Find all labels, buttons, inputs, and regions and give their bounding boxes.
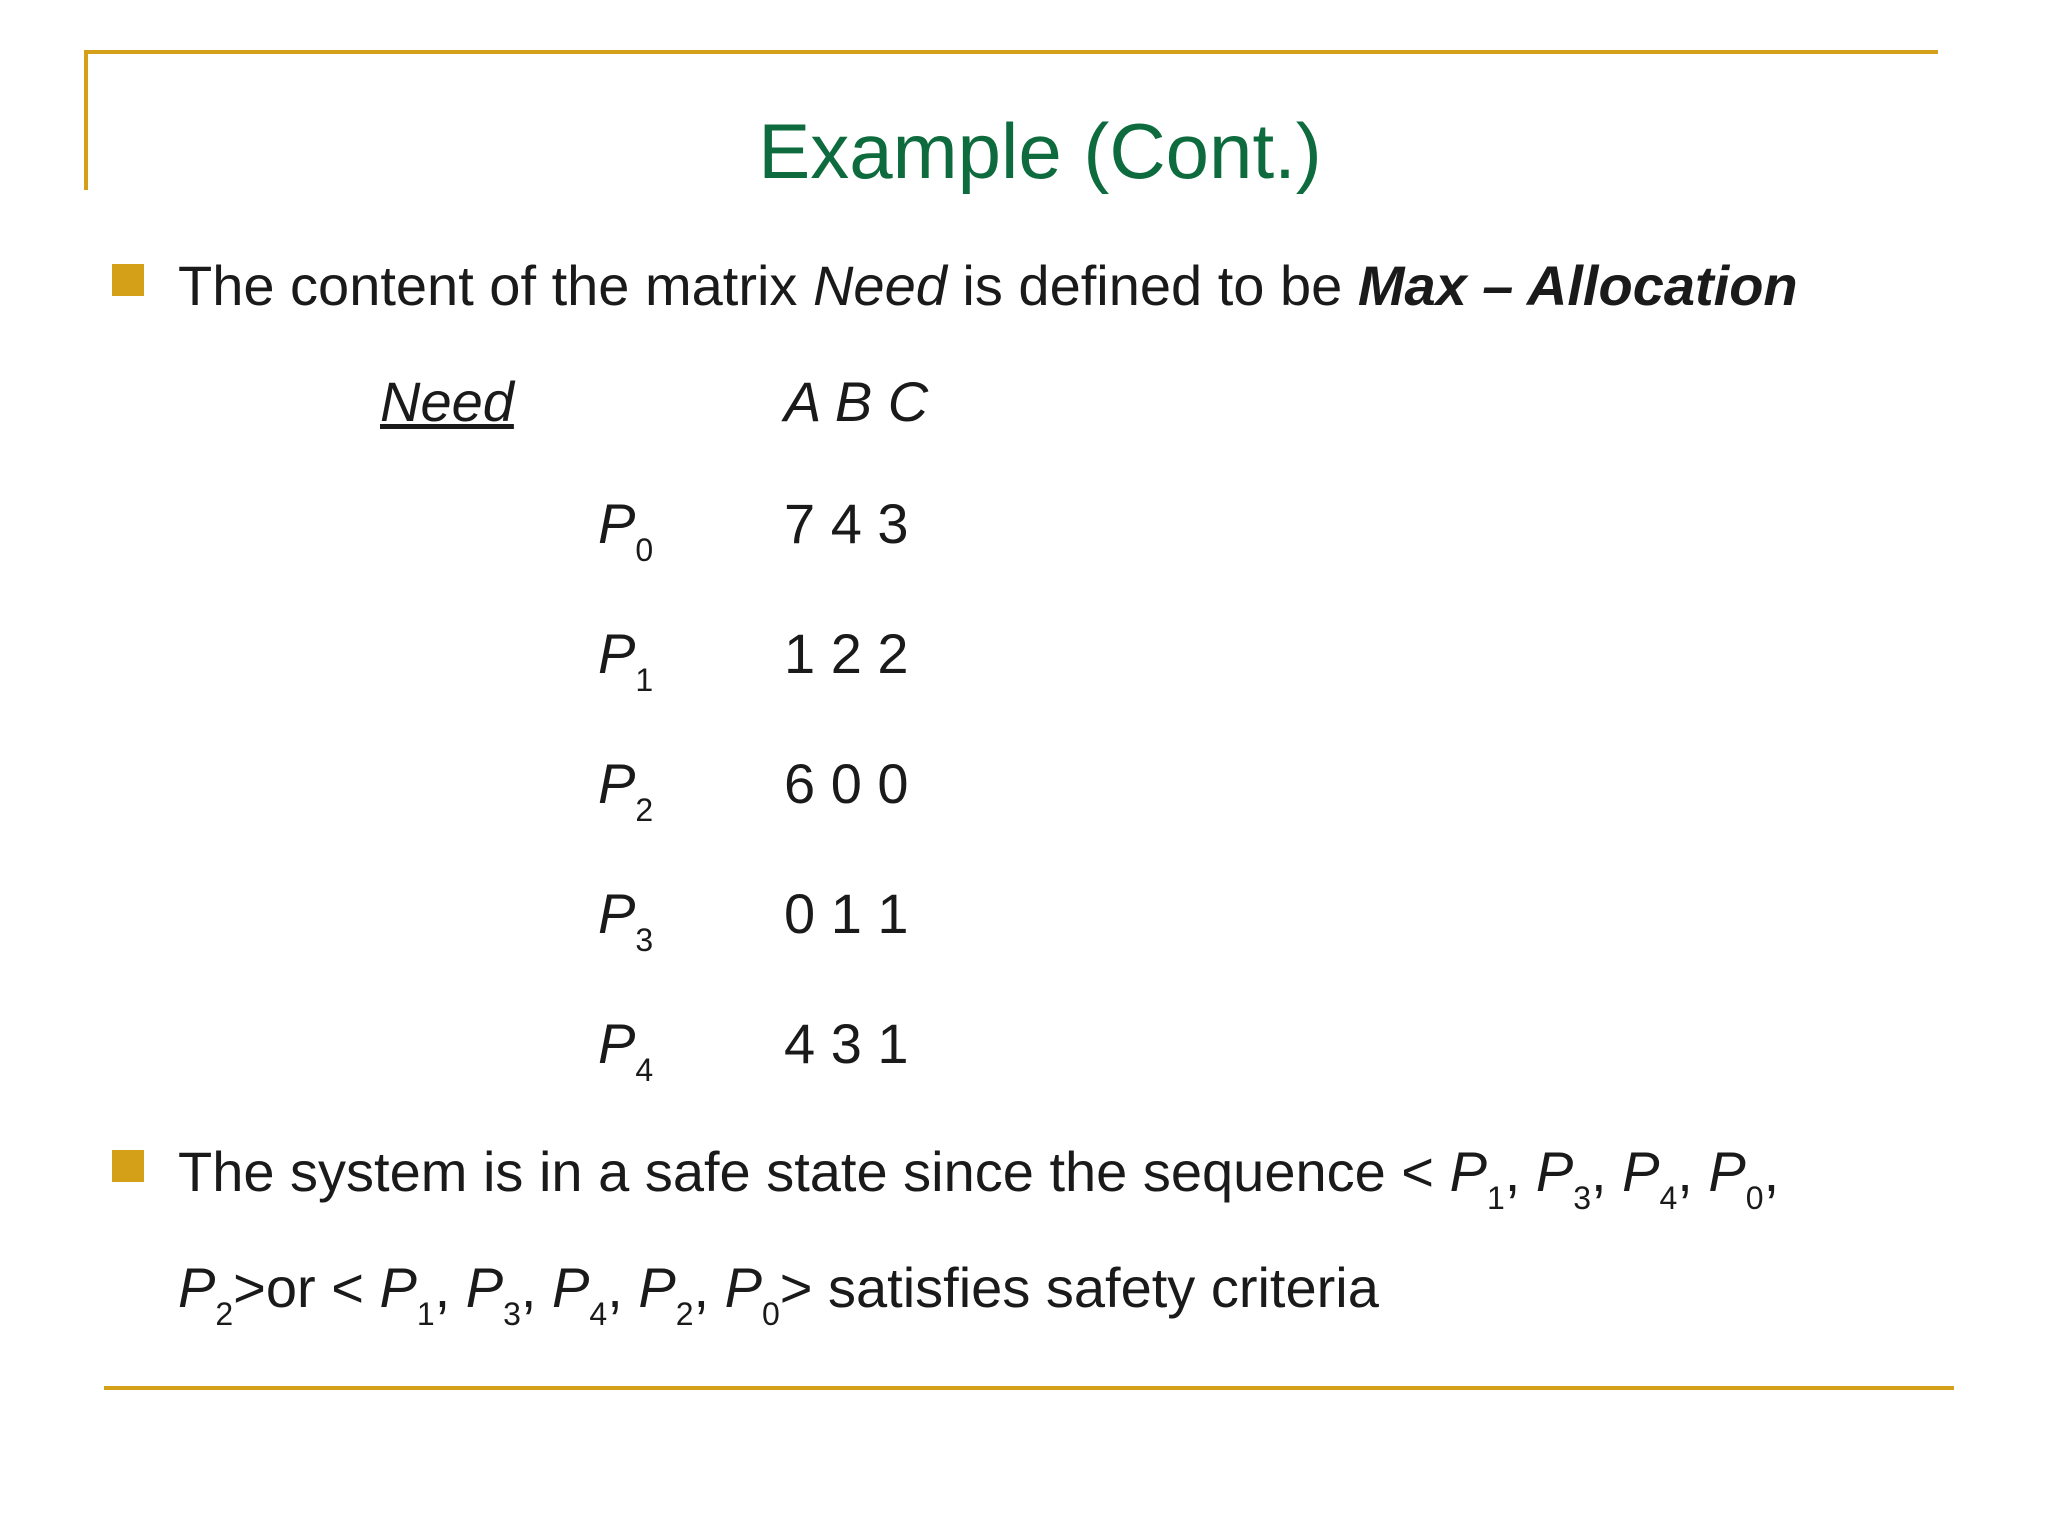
seq-or: >or <	[233, 1256, 380, 1319]
max-allocation-term: Max – Allocation	[1357, 254, 1798, 317]
seq-process-letter: P	[379, 1256, 417, 1319]
seq-comma: ,	[1504, 1140, 1536, 1203]
need-values-p4: 4 3 1	[784, 1012, 909, 1075]
seq-process-letter: P	[724, 1256, 762, 1319]
seq-subscript: 4	[1659, 1180, 1678, 1216]
seq-end: ,	[1763, 1140, 1780, 1203]
process-subscript: 1	[635, 662, 654, 698]
process-label-p2	[598, 752, 653, 842]
seq-subscript: 0	[761, 1296, 780, 1332]
seq-comma: ,	[693, 1256, 725, 1319]
process-subscript: 0	[635, 532, 654, 568]
need-term: Need	[812, 254, 947, 317]
bullet-1-text	[178, 254, 1798, 318]
seq-subscript: 3	[503, 1296, 521, 1332]
seq-process-letter: P	[465, 1256, 504, 1319]
process-letter: P	[598, 1012, 636, 1075]
seq-subscript: 2	[675, 1296, 694, 1332]
seq-end: > satisfies safety criteria	[779, 1256, 1379, 1319]
process-label-p4	[598, 1012, 653, 1102]
need-values-p0: 7 4 3	[784, 492, 909, 555]
process-subscript: 4	[635, 1052, 654, 1088]
slide-title: Example (Cont.)	[758, 107, 1322, 195]
seq-comma: ,	[1591, 1140, 1623, 1203]
process-label-p1	[598, 622, 653, 712]
need-values-p1: 1 2 2	[784, 622, 909, 685]
seq-comma: ,	[520, 1256, 553, 1319]
seq-process-letter: P	[1449, 1140, 1487, 1203]
seq-subscript: 1	[416, 1296, 435, 1332]
bullet-2-line-2	[178, 1256, 1379, 1346]
bottom-border-line	[104, 1386, 1954, 1390]
process-letter: P	[598, 882, 636, 945]
need-table-header: A B C	[784, 370, 929, 433]
seq-process-letter: P	[1535, 1140, 1574, 1203]
process-letter: P	[598, 622, 636, 685]
seq-process-letter: P	[1622, 1140, 1660, 1203]
process-letter: P	[598, 752, 636, 815]
need-table-label: Need	[380, 370, 514, 433]
seq-subscript: 3	[1573, 1180, 1592, 1216]
seq-process-letter: P	[552, 1256, 590, 1319]
process-letter: P	[598, 492, 636, 555]
seq-subscript: 4	[589, 1296, 608, 1332]
bullet-square-icon	[112, 264, 144, 296]
seq-subscript: 1	[1486, 1180, 1505, 1216]
seq-subscript: 2	[215, 1296, 234, 1332]
process-label-p3	[598, 882, 653, 972]
seq-comma: ,	[1677, 1140, 1709, 1203]
top-border-line	[84, 50, 1938, 54]
process-label-p0	[598, 492, 653, 582]
seq-comma: ,	[434, 1256, 466, 1319]
bullet-2-line-1	[178, 1140, 1779, 1230]
seq-subscript: 0	[1745, 1180, 1764, 1216]
seq-process-letter: P	[178, 1256, 216, 1319]
seq-process-letter: P	[638, 1256, 676, 1319]
bullet-square-icon	[112, 1150, 144, 1182]
bullet-1-pre: The content of the matrix	[178, 254, 813, 317]
need-values-p2: 6 0 0	[784, 752, 909, 815]
process-subscript: 2	[635, 792, 654, 828]
process-subscript: 3	[635, 922, 654, 958]
seq-comma: ,	[607, 1256, 639, 1319]
seq-process-letter: P	[1708, 1140, 1746, 1203]
bullet-2-pre: The system is in a safe state since the sequence <	[178, 1140, 1450, 1203]
need-values-p3: 0 1 1	[784, 882, 909, 945]
bullet-1-mid: is defined to be	[946, 254, 1358, 317]
